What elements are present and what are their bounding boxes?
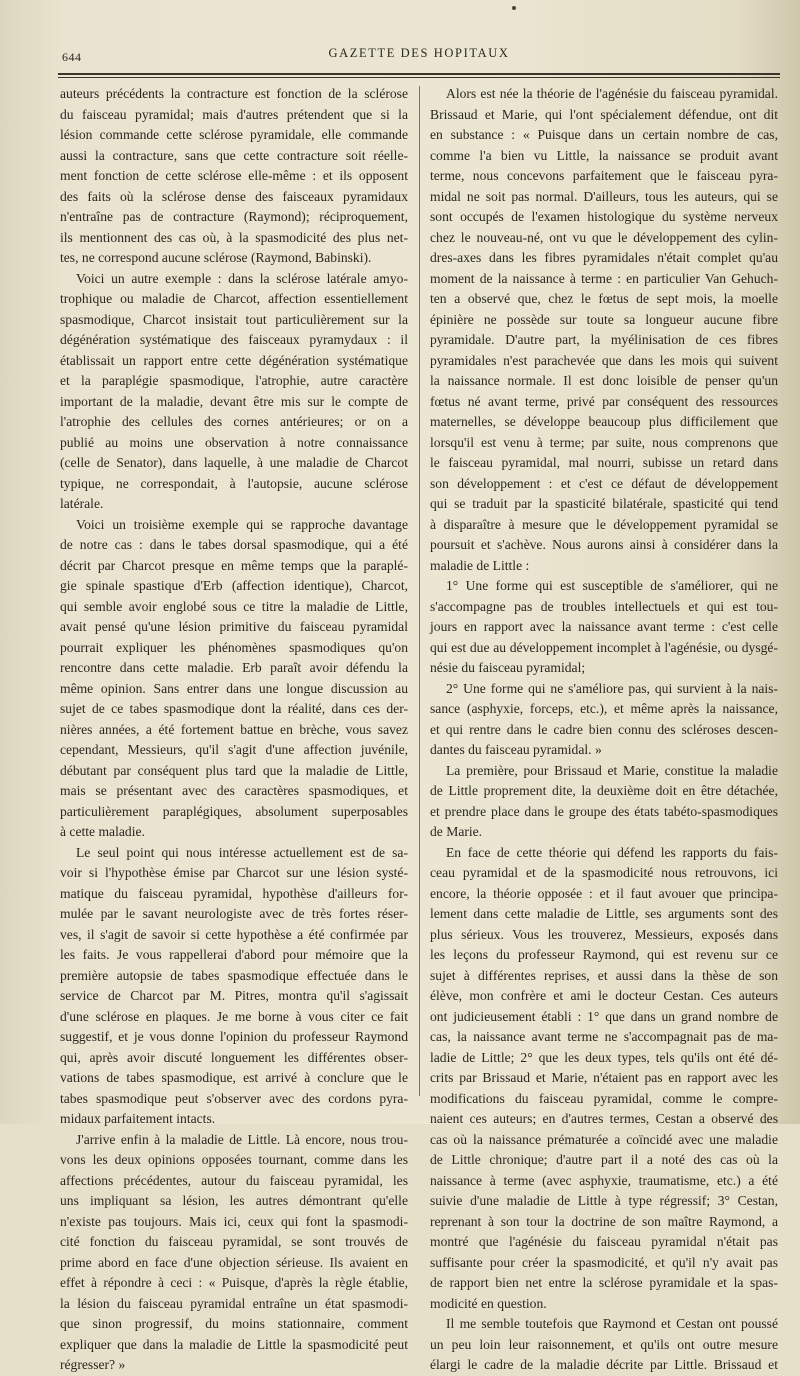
- text-line: prime abord en face d'une objection sérieuse. Ils avaient en: [60, 1254, 408, 1270]
- text-line: qui, après avoir discuté longuement les différentes obser-: [60, 1049, 408, 1065]
- text-line: naient ces auteurs; en d'autres termes, Cestan a observé des: [430, 1111, 778, 1126]
- text-line: plus sérieux. Vous les trouverez, Messieurs, exposés dans: [430, 926, 778, 942]
- text-line: aussi la contracture, sans que cette contracture soit réelle-: [60, 147, 408, 163]
- text-line: l'atrophie des cellules des cornes antérieures; or on a: [60, 414, 408, 429]
- text-line: comme l'a bien vu Little, la naissance se produit avant: [430, 147, 778, 163]
- text-line: service de Charcot par M. Pitres, montra qu'il s'agissait: [60, 988, 408, 1003]
- text-line: spasmodique, Charcot insistait tout particulièrement sur la: [60, 311, 408, 327]
- text-line: la lésion du faisceau pyramidal entraîne un état spasmodi-: [60, 1295, 408, 1311]
- text-line: nésie du faisceau pyramidal;: [430, 660, 586, 675]
- text-line: affections précédentes, autour du faisceau pyramidal, les: [60, 1172, 408, 1188]
- text-line: lement dans cette maladie de Little, ses arguments sont des: [430, 906, 778, 921]
- text-line: auteurs précédents la contracture est fonction de la sclérose: [60, 86, 408, 101]
- text-line: voir si l'hypothèse émise par Charcot sur une lésion systé-: [60, 865, 408, 880]
- text-line: et prendre place dans le groupe des états tabéto-spasmodiques: [430, 803, 778, 819]
- text-line: en substance : « Puisque dans un certain nombre de cas,: [430, 127, 778, 142]
- text-line: première autopsie de tabes spasmodique effectuée dans le: [60, 967, 408, 983]
- text-line: sance (asphyxie, forceps, etc.), et même après la naissance,: [430, 701, 778, 716]
- text-line: midaux parfaitement intacts.: [60, 1111, 216, 1126]
- text-line: s'accompagne pas de troubles intellectuels et qui est tou-: [430, 598, 778, 614]
- right-column: [430, 84, 778, 1376]
- text-line: cité fonction du faisceau pyramidal, se sont trouvés de: [60, 1234, 408, 1249]
- text-line: d'une sclérose en plaques. Je me borne à vous citer ce fait: [60, 1008, 408, 1024]
- left-column: [60, 84, 408, 1376]
- text-line: ils mentionnent des cas où, à la spasmodicité des plus net-: [60, 229, 408, 245]
- text-line: tabes spasmodique peut s'observer avec des cordons pyra-: [60, 1090, 408, 1106]
- text-line: modifications du faisceau pyramidal, comme le compre-: [430, 1090, 778, 1106]
- text-line: maladie de Little :: [430, 557, 530, 573]
- text-line: important de la maladie, devant être mis sur le compte de: [60, 393, 408, 409]
- text-line: dres-axes dans les fibres pyramidales n'était complet qu'au: [430, 250, 778, 265]
- text-line: 2° Une forme qui ne s'améliore pas, qui survient à la nais-: [446, 680, 778, 696]
- text-line: gie spinale spastique d'Erb (affection identique), Charcot,: [60, 578, 408, 593]
- text-line: suffisante pour créer la spasmodicité, et qu'il n'y avait pas: [430, 1254, 778, 1270]
- text-line: ment fonction de cette sclérose elle-même : et ils opposent: [60, 168, 408, 183]
- text-line: Voici un autre exemple : dans la sclérose latérale amyo-: [76, 270, 408, 286]
- text-line: midal ne soit pas normal. D'ailleurs, tous les auteurs, qui se: [430, 188, 778, 204]
- text-line: matique du faisceau pyramidal, hypothèse d'ailleurs for-: [60, 885, 408, 901]
- text-line: son développement : et c'est ce défaut de développement: [430, 475, 778, 491]
- text-line: dantes du faisceau pyramidal. »: [430, 742, 602, 757]
- text-line: le faisceau pyramidal, mal nourri, subisse un retard dans: [430, 455, 778, 470]
- text-line: expliquer que dans la maladie de Little la spasmodicité peut: [60, 1336, 408, 1352]
- text-line: un peu loin leur raisonnement, et qu'ils ont outre mesure: [430, 1336, 778, 1352]
- text-line: pourrait expliquer les phénomènes spasmodiques qu'on: [60, 639, 408, 655]
- header-rule-thin: [58, 77, 780, 78]
- text-line: lésion commande cette sclérose pyramidale, elle commande: [60, 127, 408, 142]
- text-line: avait pensé qu'une lésion primitive du faisceau pyramidal: [60, 619, 408, 634]
- text-line: Alors est née la théorie de l'agénésie du faisceau pyramidal.: [446, 86, 778, 101]
- text-line: montré que l'agénésie du faisceau pyramidal n'était pas: [430, 1234, 778, 1249]
- text-line: Voici un troisième exemple qui se rapproche davantage: [76, 516, 408, 532]
- text-line: du faisceau pyramidal; mais d'autres prétendent que si la: [60, 106, 408, 122]
- text-line: de notre cas : dans le tabes dorsal spasmodique, qui a été: [60, 537, 408, 552]
- text-line: décrit par Charcot presque en même temps que la paraplé-: [60, 557, 408, 573]
- text-line: Le seul point qui nous intéresse actuellement est de sa-: [76, 844, 408, 860]
- text-line: La première, pour Brissaud et Marie, constitue la maladie: [446, 762, 778, 778]
- text-line: rencontre dans cette maladie. Erb paraît avoir défendu la: [60, 660, 408, 675]
- text-line: sujet de ce tabes spasmodique dont la réalité, dans ces der-: [60, 701, 408, 716]
- text-line: n'entraîne pas de contracture (Raymond); réciproquement,: [60, 209, 408, 224]
- text-line: poursuit et s'achève. Nous aurons ainsi à considérer dans la: [430, 537, 778, 552]
- text-line: que sinon progressif, du moins stationnaire, comment: [60, 1316, 408, 1331]
- text-line: n'existe pas toujours. Mais ici, ceux qui font la spasmodi-: [60, 1213, 408, 1229]
- header-rule: [58, 73, 780, 75]
- text-line: qui semble avoir englobé sous ce titre la maladie de Little,: [60, 598, 408, 614]
- text-line: de rapport bien net entre la sclérose pyramidale et la spas-: [430, 1275, 778, 1290]
- text-line: 1° Une forme qui est susceptible de s'améliorer, qui ne: [446, 578, 778, 593]
- text-line: épinière ne possède sur toute sa longueur aucune fibre: [430, 311, 778, 327]
- text-line: pyramidale. D'autre part, la myélinisation de ces fibres: [430, 332, 778, 347]
- text-line: établissait un rapport entre cette dégénération systématique: [60, 352, 408, 368]
- text-line: particulièrement paraplégiques, absolument superposables: [60, 803, 408, 819]
- text-line: crits par Brissaud et Marie, n'étaient pas en rapport avec les: [430, 1070, 778, 1085]
- text-line: lorsqu'il est venu à terme; par suite, nous comprenons que: [430, 434, 778, 450]
- page-number: 644: [62, 50, 82, 64]
- text-line: suivie d'une maladie de Little à type régressif; 3° Cestan,: [430, 1193, 778, 1208]
- text-line: tes, ne correspond aucune sclérose (Raymond, Babinski).: [60, 250, 372, 265]
- text-line: cas, la naissance avant terme ne s'accompagnait pas de ma-: [430, 1029, 778, 1044]
- text-line: naissance à terme (avec asphyxie, traumatisme, etc.) a été: [430, 1172, 778, 1188]
- ink-speck: [512, 6, 516, 10]
- text-line: fœtus né avant terme, privé par conséquent des ressources: [430, 393, 778, 409]
- text-line: nières années, a été fortement battue en brèche, vous savez: [60, 721, 408, 737]
- text-line: typique, ne correspondait, à l'autopsie, aucune sclérose: [60, 475, 408, 491]
- text-line: ladie de Little; 2° que les deux types, tels qu'ils ont été dé-: [430, 1049, 778, 1065]
- text-line: Il me semble toutefois que Raymond et Cestan ont poussé: [446, 1316, 778, 1331]
- text-line: encore, la théorie opposée : et il faut avouer que principa-: [430, 885, 778, 901]
- text-line: régresser? »: [60, 1357, 126, 1372]
- text-line: de Little proprement dite, la deuxième doit en être détachée,: [430, 783, 778, 798]
- text-line: les leçons du professeur Raymond, qui est revenu sur ce: [430, 947, 778, 962]
- text-line: J'arrive enfin à la maladie de Little. Là encore, nous trou-: [76, 1131, 408, 1147]
- text-line: élève, mon confrère et ami le docteur Cestan. Ces auteurs: [430, 988, 778, 1003]
- page-header: [58, 44, 780, 70]
- text-line: cas où la naissance prématurée a coïncidé avec une maladie: [430, 1131, 778, 1147]
- text-line: vations de tabes spasmodique, est arrivé à conclure que le: [60, 1070, 408, 1085]
- text-line: qui se traduit par la spasticité bilatérale, spasticité qui tend: [430, 496, 778, 511]
- text-line: suggestif, et je vous donne l'opinion du professeur Raymond: [60, 1029, 408, 1044]
- text-line: chez le nouveau-né, ont vu que le développement des cylin-: [430, 229, 778, 245]
- text-line: à cette maladie.: [60, 824, 145, 839]
- text-line: mais se présentant avec des caractères spasmodiques, et: [60, 783, 408, 798]
- text-line: des faits où la sclérose dense des faisceaux pyramidaux: [60, 188, 408, 204]
- text-line: élargi le cadre de la maladie décrite par Little. Brissaud et: [430, 1357, 778, 1372]
- text-line: (celle de Senator), dans laquelle, à une maladie de Charcot: [60, 455, 408, 470]
- text-line: maternelles, se développe beaucoup plus difficilement que: [430, 414, 778, 429]
- column-divider: [419, 86, 420, 1096]
- text-line: reprenant à son tour la doctrine de son maître Raymond, a: [430, 1213, 778, 1229]
- text-line: moment de la naissance à terme : en particulier Van Gehuch-: [430, 270, 778, 286]
- text-line: ves, il s'agit de savoir si cette hypothèse a été confirmée par: [60, 926, 408, 942]
- text-line: jours en rapport avec la naissance avant terme : c'est celle: [430, 619, 778, 634]
- text-line: ont judicieusement établi : 1° que dans un grand nombre de: [430, 1008, 778, 1024]
- text-line: En face de cette théorie qui défend les rapports du fais-: [446, 844, 778, 860]
- text-line: de Little chronique; d'autre part il a noté des cas où la: [430, 1152, 778, 1167]
- text-line: à disparaître à mesure que le développement pyramidal se: [430, 516, 778, 532]
- text-line: publié au moins une observation à notre connaissance: [60, 434, 408, 450]
- text-line: uns impliquant sa lésion, les autres démontrant qu'elle: [60, 1193, 408, 1208]
- text-line: cependant, Messieurs, qu'il s'agit d'une affection juvénile,: [60, 742, 408, 757]
- text-line: ceau pyramidal et de la spasmodicité nous retrouvons, ici: [430, 865, 778, 880]
- text-line: de Marie.: [430, 824, 483, 839]
- text-line: vons les deux opinions opposées tournant, comme dans les: [60, 1152, 408, 1167]
- text-line: les faits. Je vous rappellerai d'abord pour mémoire que la: [60, 947, 408, 962]
- text-line: effet à répondre à ceci : « Puisque, d'après la règle établie,: [60, 1275, 408, 1290]
- text-line: pyramidales n'est parachevée que dans les mois qui suivent: [430, 352, 778, 368]
- text-line: mulée par le savant neurologiste avec de très fortes réser-: [60, 906, 408, 921]
- text-line: ten a observé que, chez le fœtus de sept mois, la moelle: [430, 291, 778, 306]
- text-line: la naissance normale. Il est donc loisible de penser qu'un: [430, 373, 778, 388]
- journal-title: GAZETTE DES HOPITAUX: [328, 46, 510, 60]
- text-line: modicité en question.: [430, 1295, 547, 1311]
- text-line: et qui rentre dans le cadre bien connu des scléroses descen-: [430, 721, 778, 737]
- text-line: même opinion. Sans entrer dans une longue discussion au: [60, 680, 408, 696]
- text-line: qui est due au développement incomplet à l'agénésie, ou dysgé-: [430, 639, 778, 655]
- text-line: Brissaud et Marie, qui l'ont spécialement défendue, ont dit: [430, 106, 778, 122]
- text-line: latérale.: [60, 496, 104, 511]
- text-line: débutant par conséquent plus tard que la maladie de Little,: [60, 762, 408, 778]
- text-line: sujet à différentes reprises, et aussi dans la thèse de son: [430, 967, 778, 983]
- text-line: trophique ou maladie de Charcot, affection essentiellement: [60, 291, 408, 306]
- text-line: dégénération systématique des faisceaux pyramydaux : il: [60, 332, 408, 347]
- text-line: et la paraplégie spasmodique, l'atrophie, autre caractère: [60, 373, 408, 388]
- text-line: terme, nous concevons parfaitement que le faisceau pyra-: [430, 168, 778, 183]
- text-line: sont occupés de l'examen histologique du système nerveux: [430, 209, 778, 224]
